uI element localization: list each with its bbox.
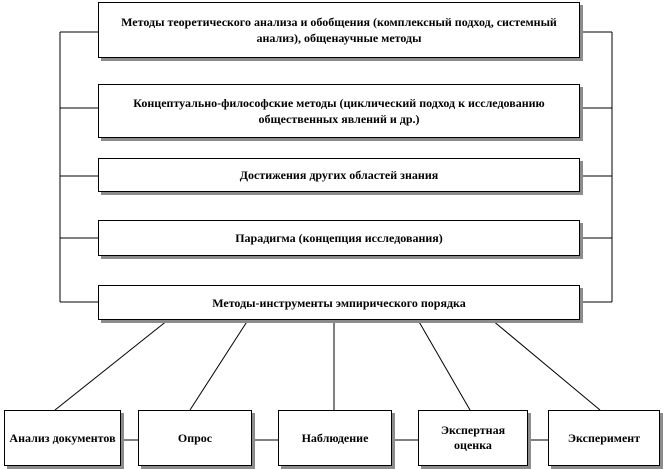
instrument-box-document-analysis [4, 410, 121, 466]
method-label-empirical: Методы-инструменты эмпирического порядка [212, 295, 466, 310]
instrument-label-survey: Опрос [177, 430, 213, 445]
method-label-conceptual: Концептуально-философские методы (циклический подход к исследованию общественных явлений и др.) [133, 96, 545, 126]
method-label-other-fields: Достижения других областей знания [239, 168, 439, 182]
instrument-label-expert-assessment: Экспертная оценка [440, 423, 506, 452]
instrument-box-expert-assessment [418, 410, 528, 466]
instrument-label-experiment: Эксперимент [567, 430, 641, 445]
method-label-paradigm: Парадигма (концепция исследования) [235, 231, 443, 245]
instrument-label-document-analysis: Анализ документов [9, 430, 116, 445]
method-box-theoretical [98, 2, 580, 58]
instrument-box-observation [278, 410, 392, 466]
instrument-box-survey [138, 410, 252, 466]
method-box-other-fields [98, 158, 580, 192]
instrument-label-observation: Наблюдение [301, 430, 369, 445]
method-box-empirical [98, 285, 580, 320]
instrument-box-experiment [548, 410, 660, 466]
method-box-conceptual [98, 84, 580, 138]
method-box-paradigm [98, 220, 580, 256]
method-label-theoretical: Методы теоретического анализа и обобщения (комплексный подход, системный анализ), общенаучные методы [121, 15, 557, 45]
